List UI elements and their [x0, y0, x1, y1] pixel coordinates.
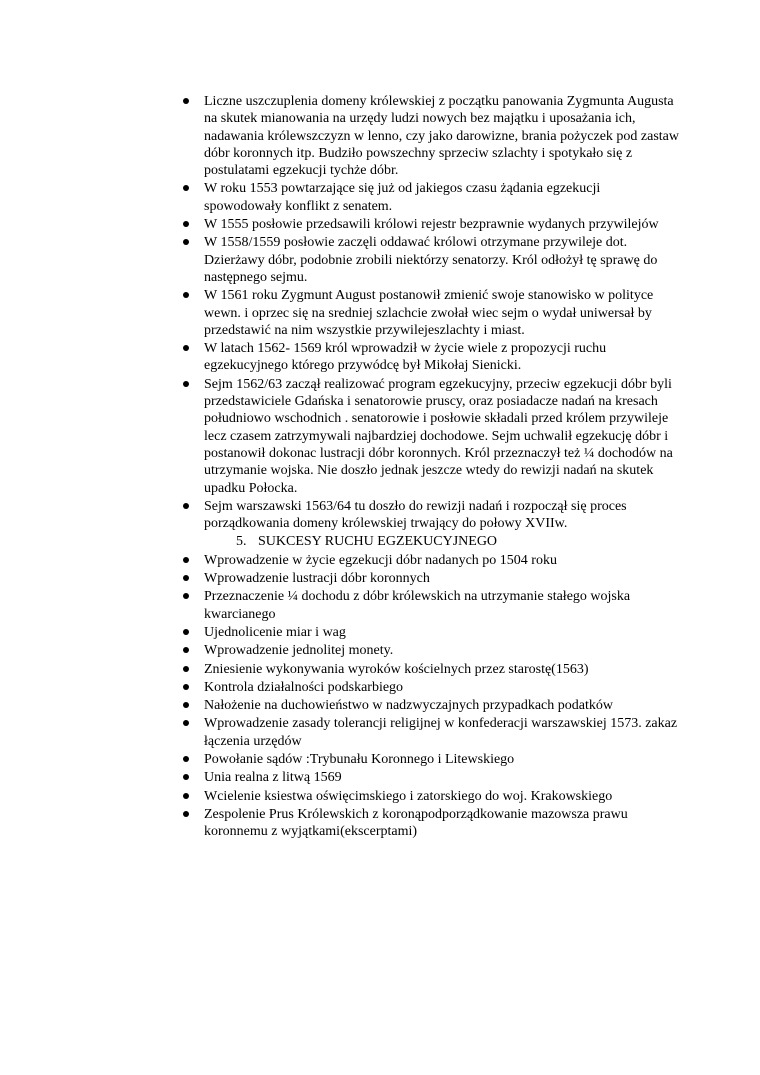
- list-item-text: W roku 1553 powtarzające się już od jakiegos czasu żądania egzekucji spowodowały konflikt z senatem.: [204, 181, 601, 214]
- list-item: [180, 642, 680, 659]
- list-item: [180, 715, 680, 750]
- list-item-text: W 1555 posłowie przedsawili królowi rejestr bezprawnie wydanych przywilejów: [204, 217, 659, 233]
- list-item-text: Ujednolicenie miar i wag: [204, 624, 346, 640]
- list-item-text: W latach 1562- 1569 król wprowadził w życie wiele z propozycji ruchu egzekucyjnego którego przywódcę był Mikołaj Sienicki.: [204, 341, 607, 374]
- list-item-text: Kontrola działalności podskarbiego: [204, 679, 404, 695]
- list-item: [180, 287, 680, 339]
- bullet-icon: [183, 239, 189, 245]
- list-item: [180, 661, 680, 678]
- list-item-text: Powołanie sądów :Trybunału Koronnego i Litewskiego: [204, 751, 515, 767]
- bullet-icon: [183, 503, 189, 509]
- section-title: SUKCESY RUCHU EGZEKUCYJNEGO: [258, 534, 498, 550]
- list-item: [180, 234, 680, 286]
- list-item-text: Przeznaczenie ¼ dochodu z dóbr królewskich na utrzymanie stałego wojska kwarcianego: [204, 589, 631, 622]
- bullet-list-successes: [180, 552, 680, 841]
- list-item-text: Liczne uszczuplenia domeny królewskiej z początku panowania Zygmunta Augusta na skutek mianowania na urzędy ludzi nowych bez majątku i uposażania ich, nadawania królewszczyzn w lenno, czy jako darowizne, brania pożyczek pod zastaw dóbr koronnych itp. Budziło powszechny sprzeciw szlachty i spotykało się z postulatami egzekucji tychże dóbr.: [204, 94, 680, 179]
- bullet-icon: [183, 720, 189, 726]
- list-item-text: Nałożenie na duchowieństwo w nadzwyczajnych przypadkach podatków: [204, 698, 613, 714]
- bullet-icon: [183, 557, 189, 563]
- list-item: [180, 340, 680, 375]
- list-item: [180, 806, 680, 841]
- document-content: [180, 93, 680, 841]
- list-item-text: Wprowadzenie w życie egzekucji dóbr nadanych po 1504 roku: [204, 552, 557, 568]
- bullet-icon: [183, 221, 189, 227]
- bullet-icon: [183, 684, 189, 690]
- list-item: [180, 376, 680, 497]
- list-item: [180, 751, 680, 768]
- list-item: [180, 570, 680, 587]
- list-item: [180, 697, 680, 714]
- list-item: [180, 624, 680, 641]
- bullet-icon: [183, 629, 189, 635]
- bullet-icon: [183, 793, 189, 799]
- bullet-icon: [183, 593, 189, 599]
- list-item-text: Wprowadzenie zasady tolerancji religijnej w konfederacji warszawskiej 1573. zakaz łączenia urzędów: [204, 716, 678, 749]
- section-heading: [180, 533, 680, 550]
- bullet-icon: [183, 381, 189, 387]
- list-item-text: W 1558/1559 posłowie zaczęli oddawać królowi otrzymane przywileje dot. Dzierżawy dóbr, podobnie zrobili niektórzy senatorzy. Król odłożył tę sprawę do następnego sejmu.: [204, 235, 658, 285]
- list-item: [180, 498, 680, 533]
- bullet-list-history: [180, 93, 680, 532]
- bullet-icon: [183, 811, 189, 817]
- bullet-icon: [183, 345, 189, 351]
- list-item-text: Wcielenie ksiestwa oświęcimskiego i zatorskiego do woj. Krakowskiego: [204, 788, 613, 804]
- bullet-icon: [183, 702, 189, 708]
- list-item: [180, 180, 680, 215]
- bullet-icon: [183, 647, 189, 653]
- list-item-text: Wprowadzenie jednolitej monety.: [204, 643, 394, 659]
- bullet-icon: [183, 292, 189, 298]
- list-item-text: Sejm warszawski 1563/64 tu doszło do rewizji nadań i rozpoczął się proces porządkowania domeny królewskiej trwający do połowy XVIIw.: [204, 498, 627, 532]
- bullet-icon: [183, 98, 189, 104]
- list-item: [180, 769, 680, 786]
- section-number: 5.: [236, 534, 247, 550]
- list-item-text: Wprowadzenie lustracji dóbr koronnych: [204, 571, 430, 587]
- list-item: [180, 679, 680, 696]
- list-item: [180, 216, 680, 233]
- bullet-icon: [183, 185, 189, 191]
- list-item-text: W 1561 roku Zygmunt August postanowił zmienić swoje stanowisko w polityce wewn. i oprzec się na sredniej szlachcie zwołał wiec sejm o wydał uniwersał by przedstawić na nim wszystkie przywilejeszlachty i miast.: [204, 288, 654, 338]
- bullet-icon: [183, 756, 189, 762]
- bullet-icon: [183, 666, 189, 672]
- bullet-icon: [183, 575, 189, 581]
- list-item: [180, 588, 680, 623]
- list-item-text: Zniesienie wykonywania wyroków kościelnych przez starostę(1563): [204, 661, 589, 677]
- list-item-text: Zespolenie Prus Królewskich z koronąpodporządkowanie mazowsza prawu koronnemu z wyjątkami(ekscerptami): [204, 806, 628, 840]
- list-item: [180, 788, 680, 805]
- list-item-text: Sejm 1562/63 zaczął realizować program egzekucyjny, przeciw egzekucji dóbr byli przedstawiciele Gdańska i senatorowie pruscy, oraz posiadacze nadań na kresach południowo wschodnich . senatorowie i posłowie składali przed królem przywileje lecz czasem zatrzymywali najbardziej dochodowe. Sejm uchwalił egzekucję dóbr i postanowił dokonac lustracji dóbr koronnych. Król przeznaczył też ¼ dochodów na utrzymanie wojska. Nie doszło jednak jeszcze wtedy do rewizji nadań na skutek upadku Połocka.: [204, 376, 673, 496]
- bullet-icon: [183, 774, 189, 780]
- list-item-text: Unia realna z litwą 1569: [204, 770, 342, 786]
- list-item: [180, 93, 680, 179]
- list-item: [180, 552, 680, 569]
